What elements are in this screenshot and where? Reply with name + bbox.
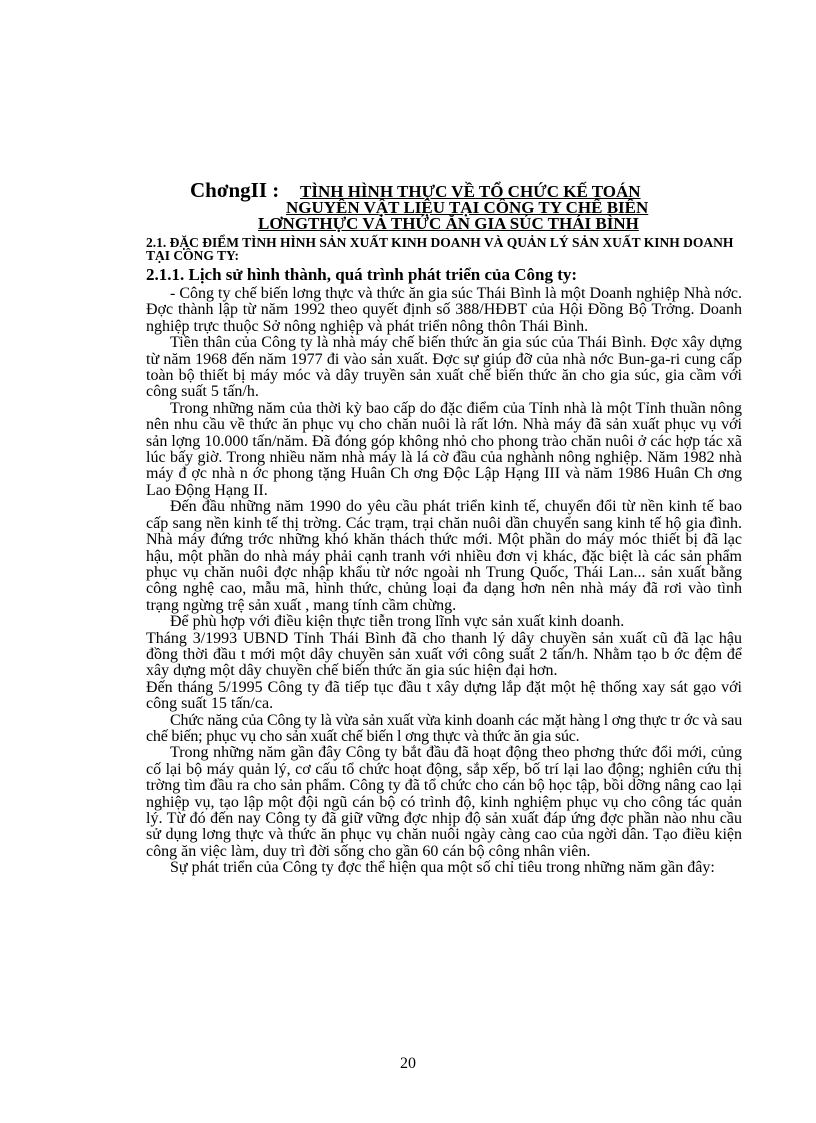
chapter-label: ChơngII :	[190, 178, 280, 202]
chapter-title-line: LƠNGTHỰC VÀ THỨC ĂN GIA SÚC THÁI BÌNH	[258, 214, 639, 233]
paragraph: Đến tháng 5/1995 Công ty đã tiếp tục đầu t xây dựng lắp đặt một hệ thống xay sát gạo với công suất 15 tấn/ca.	[146, 678, 742, 713]
page-number: 20	[400, 1055, 416, 1072]
body-text	[146, 286, 742, 877]
section-heading: 2.1. ĐẶC ĐIỂM TÌNH HÌNH SẢN XUẤT KINH DOANH VÀ QUẢN LÝ SẢN XUẤT KINH DOANH TẠI CÔNG TY:	[146, 235, 734, 263]
chapter-title	[258, 182, 750, 233]
paragraph: Đến đầu những năm 1990 do yêu cầu phát triển kinh tế, chuyển đổi từ nền kinh tế bao cấp sang nền kinh tế thị trờng. Các trạm, trại chăn nuôi dần chuyển sang kinh tế hộ gia đình. Nhà máy đứng trớc những khó khăn thách thức mới. Một phần do máy móc thiết bị đã lạc hậu, một phần do nhà máy phải cạnh tranh với nhiều đơn vị khác, đặc biệt là các sản phẩm phục vụ chăn nuôi đợc nhập khẩu từ nớc ngoài nh Trung Quốc, Thái Lan... sản xuất bằng công nghệ cao, mẫu mã, hình thức, chủng loại đa dạng hơn nên nhà máy đã rơi vào tình trạng ngừng trệ sản xuất , mang tính cầm chừng.	[146, 498, 742, 614]
paragraph: - Công ty chế biến lơng thực và thức ăn gia súc Thái Bình là một Doanh nghiệp Nhà nớc. Đợc thành lập từ năm 1992 theo quyết định số 388/HĐBT của Hội Đồng Bộ Trởng. Doanh nghiệp trực thuộc Sở nông nghiệp và phát triển nông thôn Thái Bình.	[146, 285, 742, 335]
paragraph: Chức năng của Công ty là vừa sản xuất vừa kinh doanh các mặt hàng l ơng thực tr ớc và sau chế biến; phục vụ cho sản xuất chế biến l ơng thực và thức ăn gia súc.	[146, 711, 742, 745]
paragraph: Tháng 3/1993 UBND Tỉnh Thái Bình đã cho thanh lý dây chuyền sản xuất cũ đã lạc hậu đồng thời đầu t mới một dây chuyền sản xuất với công suất 2 tấn/h. Nhằm tạo b ớc đệm để xây dựng một dây chuyền chế biến thức ăn gia súc hiện đại hơn.	[146, 629, 742, 680]
paragraph: Trong những năm của thời kỳ bao cấp do đặc điểm của Tỉnh nhà là một Tỉnh thuần nông nên nhu cầu về thức ăn phục vụ cho chăn nuôi là rất lớn. Nhà máy đã sản xuất phục vụ với sản lợng 10.000 tấn/năm. Đã đóng góp không nhỏ cho phong trào chăn nuôi ở các hợp tác xã lúc bấy giờ. Trong nhiều năm nhà máy là lá cờ đầu của nghành nông nghiệp. Năm 1982 nhà máy đ ợc nhà n ớc phong tặng Huân Ch ơng Độc Lập Hạng III và năm 1986 Huân Ch ơng Lao Động Hạng II.	[146, 399, 742, 499]
subsection-heading: 2.1.1. Lịch sử hình thành, quá trình phát triển của Công ty:	[146, 265, 578, 284]
paragraph: Để phù hợp với điều kiện thực tiễn trong lĩnh vực sản xuất kinh doanh.	[170, 613, 625, 631]
chapter-title-line: TÌNH HÌNH THỰC VỀ TỔ CHỨC KẾ TOÁN	[300, 182, 641, 201]
paragraph: Trong những năm gần đây Công ty bắt đầu đã hoạt động theo phơng thức đổi mới, củng cố lại bộ máy quản lý, cơ cấu tổ chức hoạt động, sắp xếp, bố trí lại lao động; nghiên cứu thị trờng tìm đầu ra cho sản phẩm. Công ty đã tổ chức cho cán bộ học tập, bồi dỡng nâng cao lại nghiệp vụ, tạo lập một đội ngũ cán bộ có trình độ, kinh nghiệm phục vụ cho công tác quản lý. Từ đó đến nay Công ty đã giữ vững đợc nhịp độ sản xuất đáp ứng đợc phần nào nhu cầu sử dụng lơng thực và thức ăn phục vụ chăn nuôi ngày càng cao của ngời dân. Tạo điều kiện công ăn việc làm, duy trì đời sống cho gần 60 cán bộ công nhân viên.	[146, 744, 742, 860]
paragraph: Tiền thân của Công ty là nhà máy chế biến thức ăn gia súc của Thái Bình. Đợc xây dựng từ năm 1968 đến năm 1977 đi vào sản xuất. Đợc sự giúp đỡ của nhà nớc Bun-ga-ri cung cấp toàn bộ thiết bị máy móc và dây truyền sản xuất chế biến thức ăn cho gia súc, gia cầm với công suất 5 tấn/h.	[146, 334, 742, 401]
chapter-title-line: NGUYÊN VẬT LIỆU TẠI CÔNG TY CHẾ BIẾN	[286, 198, 649, 217]
paragraph: Sự phát triển của Công ty đợc thể hiện qua một số chỉ tiêu trong những năm gần đây:	[170, 859, 715, 877]
